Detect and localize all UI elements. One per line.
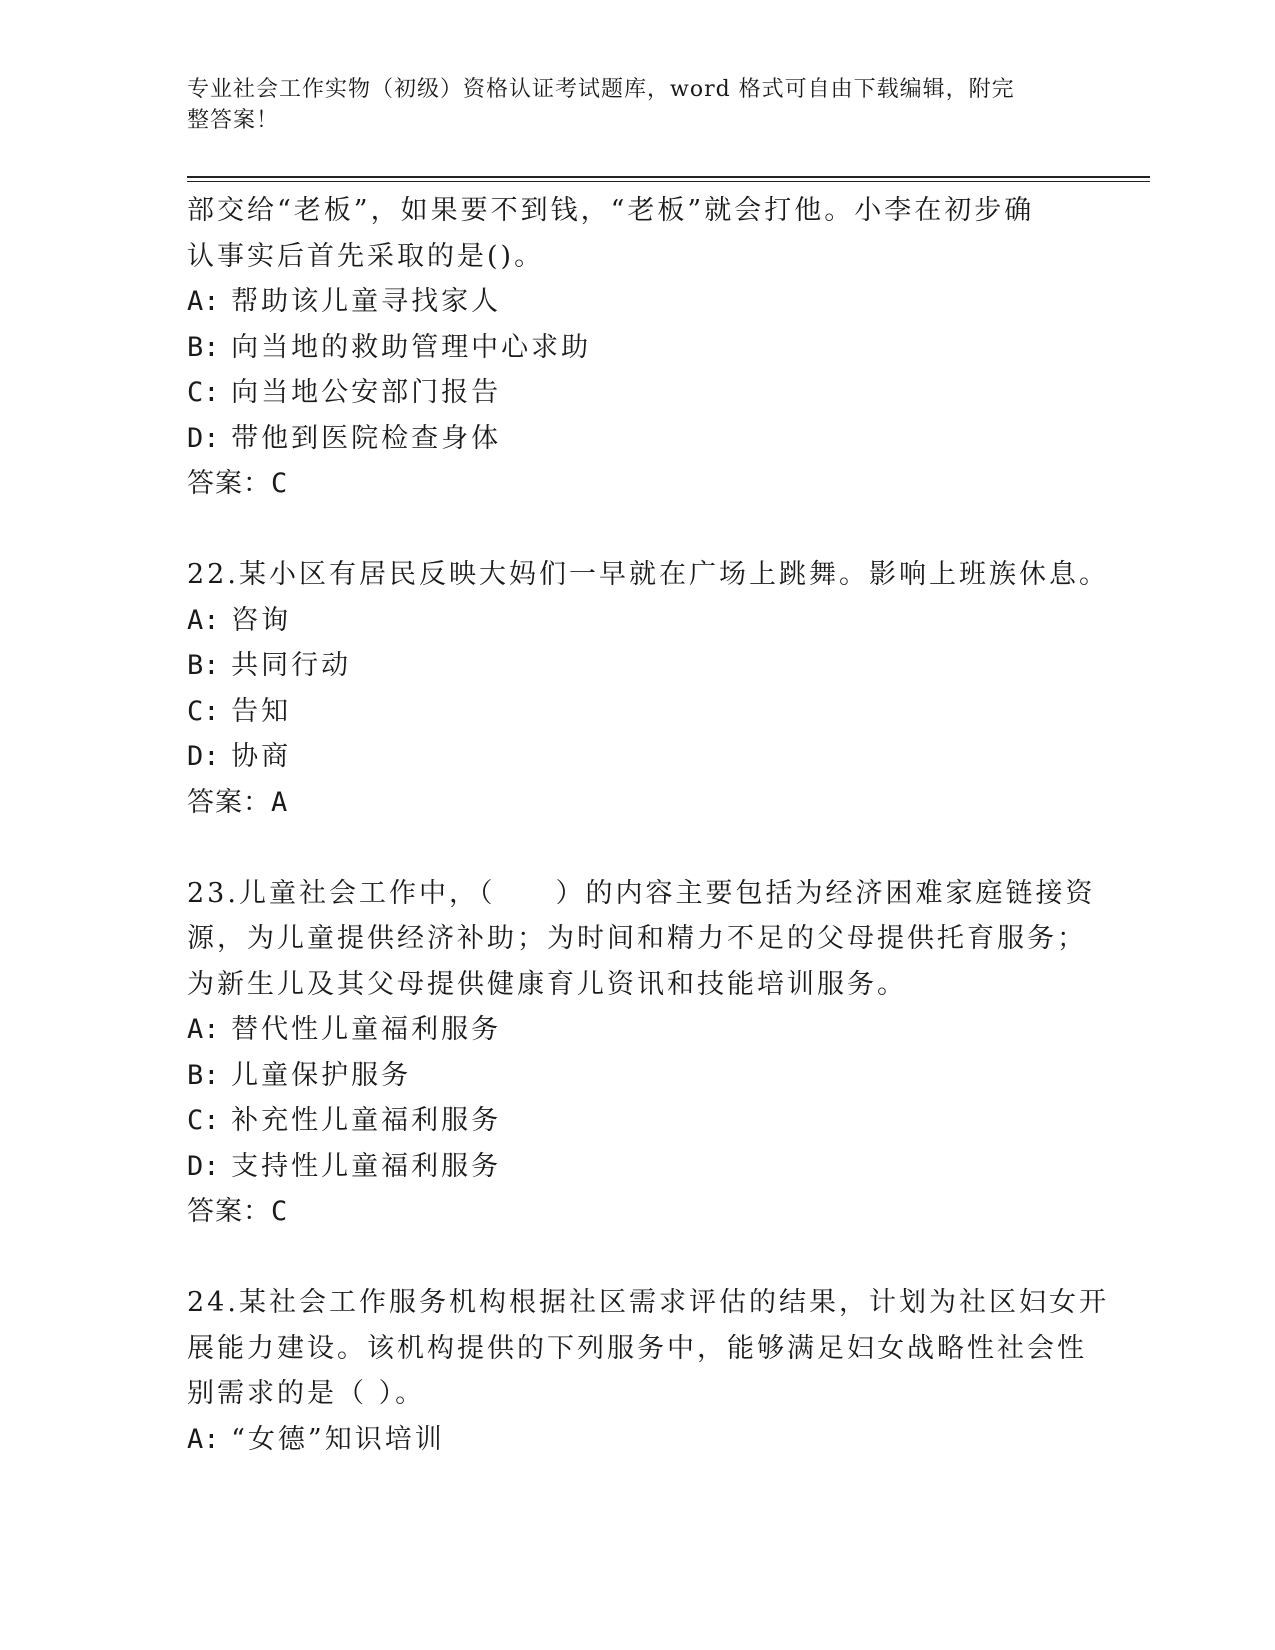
option-text: 补充性儿童福利服务 xyxy=(231,1105,502,1136)
question-stem-line: 为新生儿及其父母提供健康育儿资讯和技能培训服务。 xyxy=(187,968,907,1000)
page-header xyxy=(187,74,1067,136)
option-text: 向当地的救助管理中心求助 xyxy=(231,331,592,363)
header-divider xyxy=(187,176,1150,182)
option-a xyxy=(187,598,1087,644)
question-23 xyxy=(187,871,1096,1235)
option-text: 协商 xyxy=(231,741,292,772)
option-letter: C: xyxy=(187,695,220,727)
question-21 xyxy=(187,188,1087,507)
question-stem-line: 24.某社会工作服务机构根据社区需求评估的结果，计划为社区妇女开 xyxy=(187,1287,1109,1318)
answer-line xyxy=(187,1189,1087,1235)
option-text: 儿童保护服务 xyxy=(231,1059,412,1091)
option-c xyxy=(187,370,1087,416)
option-text: “女德”知识培训 xyxy=(231,1423,445,1455)
option-letter: B: xyxy=(187,1059,220,1091)
question-stem-line: 别需求的是（ ）。 xyxy=(187,1378,426,1409)
header-line-1: 专业社会工作实物（初级）资格认证考试题库，word 格式可自由下载编辑，附完 xyxy=(187,77,1015,102)
option-letter: C: xyxy=(187,1105,220,1136)
option-text: 告知 xyxy=(231,695,292,727)
option-text: 支持性儿童福利服务 xyxy=(231,1150,502,1182)
option-d xyxy=(187,734,1087,780)
option-a xyxy=(187,279,1087,325)
option-letter: B: xyxy=(187,331,220,363)
question-stem-line: 源，为儿童提供经济补助；为时间和精力不足的父母提供托育服务； xyxy=(187,923,1087,954)
option-text: 替代性儿童福利服务 xyxy=(231,1014,502,1045)
option-d xyxy=(187,416,1087,462)
option-b xyxy=(187,325,1087,371)
document-body xyxy=(187,188,1109,1462)
option-text: 带他到医院检查身体 xyxy=(231,422,502,454)
option-letter: A: xyxy=(187,286,220,317)
question-22 xyxy=(187,552,1109,825)
question-stem-line: 认事实后首先采取的是()。 xyxy=(187,240,545,272)
option-b xyxy=(187,643,1087,689)
option-text: 共同行动 xyxy=(231,650,352,681)
answer-line xyxy=(187,780,1087,826)
answer-label: 答案： xyxy=(187,1196,271,1227)
header-line-2: 整答案！ xyxy=(187,108,280,133)
option-letter: D: xyxy=(187,741,220,772)
question-stem-line: 22.某小区有居民反映大妈们一早就在广场上跳舞。影响上班族休息。 xyxy=(187,559,1109,590)
answer-value: A xyxy=(271,786,289,818)
spacer xyxy=(187,825,1087,871)
answer-value: C xyxy=(271,1196,289,1227)
option-letter: A: xyxy=(187,604,220,636)
option-letter: B: xyxy=(187,650,220,681)
answer-value: C xyxy=(271,468,289,499)
option-a xyxy=(187,1417,1087,1463)
question-stem-line: 展能力建设。该机构提供的下列服务中，能够满足妇女战略性社会性 xyxy=(187,1332,1087,1364)
option-letter: C: xyxy=(187,377,220,408)
answer-label: 答案： xyxy=(187,786,271,818)
question-24 xyxy=(187,1280,1109,1462)
option-b xyxy=(187,1053,1087,1099)
answer-line xyxy=(187,461,1087,507)
option-c xyxy=(187,1098,1087,1144)
option-text: 咨询 xyxy=(231,604,292,636)
spacer xyxy=(187,1235,1087,1281)
question-stem-line: 部交给“老板”，如果要不到钱，“老板”就会打他。小李在初步确 xyxy=(187,195,1035,226)
option-letter: A: xyxy=(187,1423,220,1455)
option-letter: A: xyxy=(187,1014,220,1045)
question-stem-line: 23.儿童社会工作中，（ ）的内容主要包括为经济困难家庭链接资 xyxy=(187,877,1096,909)
option-c xyxy=(187,689,1087,735)
option-a xyxy=(187,1007,1087,1053)
answer-label: 答案： xyxy=(187,468,271,499)
option-letter: D: xyxy=(187,422,220,454)
spacer xyxy=(187,507,1087,553)
option-letter: D: xyxy=(187,1150,220,1182)
option-text: 向当地公安部门报告 xyxy=(231,377,502,408)
option-d xyxy=(187,1144,1087,1190)
option-text: 帮助该儿童寻找家人 xyxy=(231,286,502,317)
